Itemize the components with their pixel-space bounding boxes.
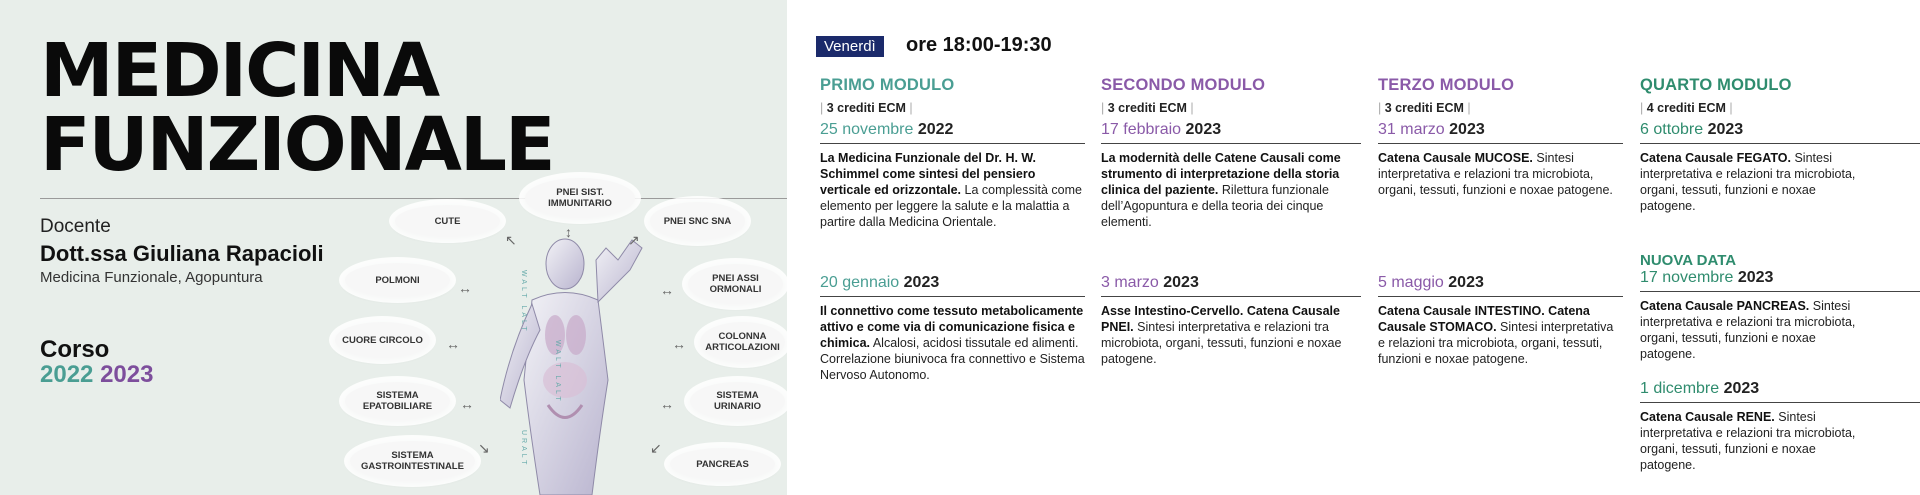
corso-year-2: 2023 — [100, 361, 154, 388]
arrow-icon: ↗ — [628, 232, 640, 248]
session-description: La modernità delle Catene Causali come strumento di interpretazione della storia clinica del paziente. Rilettura funzionale dell’Agopuntura e della teoria dei cinque elementi. — [1101, 151, 1341, 229]
session-description: Il connettivo come tessuto metabolicamente attivo e come via di comunicazione fisica e chimica. Alcalosi, acidosi tissutale ed alimenti. Correlazione biunivoca fra connettivo e Sistema Nervoso Autonomo. — [820, 304, 1085, 382]
session-divider — [1640, 402, 1920, 403]
arrow-icon: ↔ — [660, 282, 674, 298]
corso-year-1: 2022 — [40, 361, 94, 388]
title-line-1: MEDICINA — [40, 28, 439, 114]
organ-pnei-snc-sna: PNEI SNC SNA — [650, 202, 745, 240]
session-date: 31 marzo 2023 — [1378, 121, 1485, 138]
session-date: 6 ottobre 2023 — [1640, 121, 1744, 138]
module-column-4 — [1640, 76, 1920, 214]
session-description: Catena Causale MUCOSE. Sintesi interpretativa e relazioni tra microbiota, organi, tessuti, funzioni e noxae patogene. — [1378, 151, 1613, 197]
session-date: 1 dicembre 2023 — [1640, 380, 1760, 397]
page-title — [40, 28, 554, 188]
new-date-label: NUOVA DATA — [1640, 252, 1737, 269]
organ-colonna-articolazioni: COLONNA ARTICOLAZIONI — [700, 322, 785, 362]
module-4-session-2 — [1640, 252, 1920, 362]
meridian-label: URALT — [520, 430, 527, 468]
session-date: 17 novembre 2023 — [1640, 269, 1774, 286]
module-1-session-2 — [820, 268, 1085, 383]
module-title: PRIMO MODULO — [820, 76, 955, 94]
arrow-icon: ↖ — [505, 232, 517, 248]
arrow-icon: ↔ — [660, 396, 674, 412]
meridian-label: WALT LALT — [554, 340, 561, 404]
session-date: 17 febbraio 2023 — [1101, 121, 1222, 138]
left-panel — [0, 0, 787, 495]
arrow-icon: ↔ — [446, 336, 460, 352]
corso-label: Corso — [40, 336, 110, 363]
session-date: 5 maggio 2023 — [1378, 274, 1484, 291]
session-divider — [1378, 296, 1623, 297]
title-divider — [40, 198, 787, 199]
module-column-1 — [820, 76, 1085, 230]
session-description: Asse Intestino-Cervello. Catena Causale PNEI. Sintesi interpretativa e relazioni tra microbiota, organi, tessuti, funzioni e noxae patogene. — [1101, 304, 1342, 366]
module-title: QUARTO MODULO — [1640, 76, 1792, 94]
session-divider — [820, 143, 1085, 144]
arrow-icon: ↔ — [460, 396, 474, 412]
organ-pnei-assi-ormonali: PNEI ASSI ORMONALI — [688, 264, 783, 304]
docente-name: Dott.ssa Giuliana Rapacioli — [40, 241, 324, 266]
arrow-icon: ↘ — [478, 440, 490, 456]
organ-sistema-urinario: SISTEMA URINARIO — [690, 382, 785, 420]
session-divider — [1640, 291, 1920, 292]
organ-sistema-gastrointestinale: SISTEMA GASTROINTESTINALE — [350, 441, 475, 481]
session-divider — [1101, 143, 1361, 144]
session-description: Catena Causale INTESTINO. Catena Causale STOMACO. Sintesi interpretativa e relazioni tra microbiota, organi, tessuti, funzioni e noxae patogene. — [1378, 304, 1614, 366]
module-title: TERZO MODULO — [1378, 76, 1515, 94]
session-date: 3 marzo 2023 — [1101, 274, 1199, 291]
module-credits: | 3 crediti ECM | — [820, 101, 913, 115]
session-description: Catena Causale FEGATO. Sintesi interpretativa e relazioni tra microbiota, organi, tessuti, funzioni e noxae patogene. — [1640, 151, 1856, 213]
organ-cute: CUTE — [395, 205, 500, 237]
title-line-2: FUNZIONALE — [40, 102, 554, 188]
arrow-icon: ↔ — [458, 280, 472, 296]
organ-polmoni: POLMONI — [345, 263, 450, 297]
arrow-icon: ↔ — [672, 336, 686, 352]
arrow-icon: ↕ — [565, 224, 572, 240]
organ-cuore-circolo: CUORE CIRCOLO — [335, 322, 430, 358]
module-2-session-2 — [1101, 268, 1361, 367]
session-description: Catena Causale RENE. Sintesi interpretativa e relazioni tra microbiota, organi, tessuti, funzioni e noxae patogene. — [1640, 410, 1856, 472]
session-divider — [820, 296, 1085, 297]
session-divider — [1640, 143, 1920, 144]
session-description: Catena Causale PANCREAS. Sintesi interpretativa e relazioni tra microbiota, organi, tessuti, funzioni e noxae patogene. — [1640, 299, 1856, 361]
module-credits: | 3 crediti ECM | — [1101, 101, 1194, 115]
session-divider — [1101, 296, 1361, 297]
module-credits: | 4 crediti ECM | — [1640, 101, 1733, 115]
organ-pnei-immunitario: PNEI SIST. IMMUNITARIO — [525, 178, 635, 218]
organ-pancreas: PANCREAS — [670, 448, 775, 480]
module-title: SECONDO MODULO — [1101, 76, 1266, 94]
module-credits: | 3 crediti ECM | — [1378, 101, 1471, 115]
day-badge: Venerdì — [816, 36, 884, 57]
docente-label: Docente — [40, 216, 111, 237]
meridian-label: WALT LALT — [520, 270, 527, 334]
module-column-3 — [1378, 76, 1623, 198]
corso-years — [40, 361, 153, 389]
session-description: La Medicina Funzionale del Dr. H. W. Schimmel come sintesi del pensiero verticale ed orizzontale. La complessità come elemento per leggere la salute e la malattia a partire dalla Medicina Orientale. — [820, 151, 1082, 229]
session-divider — [1378, 143, 1623, 144]
arrow-icon: ↙ — [650, 440, 662, 456]
module-4-session-3 — [1640, 380, 1920, 473]
module-column-2 — [1101, 76, 1361, 230]
session-date: 25 novembre 2022 — [820, 121, 954, 138]
docente-role: Medicina Funzionale, Agopuntura — [40, 269, 263, 286]
schedule-time: ore 18:00-19:30 — [906, 34, 1052, 56]
organ-sistema-epatobiliare: SISTEMA EPATOBILIARE — [345, 382, 450, 420]
session-date: 20 gennaio 2023 — [820, 274, 940, 291]
module-3-session-2 — [1378, 268, 1623, 367]
